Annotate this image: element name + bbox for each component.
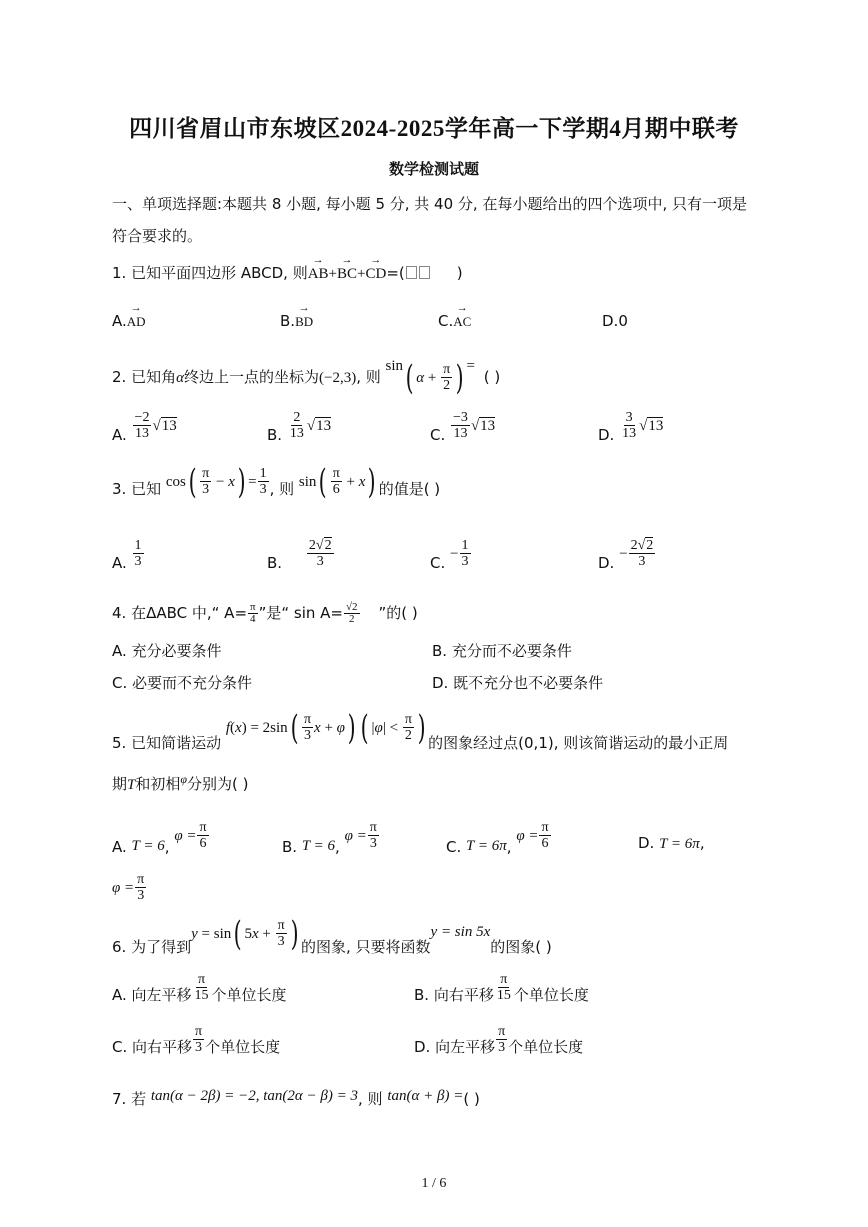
q3-tail: 的值是( ): [378, 480, 441, 498]
question-5: 5. 已知简谐运动 f(x) = 2sin( $\frac{\pi}{3}$ x + φ) ( |φ| < $\frac{\pi}{2}$ ) 的图象经过点(0,1), 则该简谐运动的最小正周: [112, 707, 729, 752]
q6-option-c[interactable]: C. 向右平移 $\frac{\pi}{3}$ 个单位长度: [112, 1024, 281, 1056]
q3-option-a[interactable]: A. $\frac{1}{3}$: [112, 538, 142, 572]
q2-paren: ( ): [483, 368, 501, 386]
question-3: 3. 已知 cos( $\frac{\pi}{3}$ − x) = $\frac{1}{3}$ , 则 sin( $\frac{\pi}{6}$ + x) 的值是( ): [112, 461, 441, 502]
q7-condition: tan(α − 2β) = −2, tan(2α − β) = 3: [150, 1088, 358, 1104]
q4-option-b[interactable]: B. 充分而不必要条件: [432, 642, 572, 660]
question-5-line2: 期T和初相$^\varphi$分别为( ): [112, 772, 249, 793]
q2-stem2: 终边上一点的坐标为: [183, 368, 319, 386]
page-number: 1 / 6: [421, 1176, 447, 1191]
q4-option-a[interactable]: A. 充分必要条件: [112, 642, 222, 660]
question-2: 2. 已知角α终边上一点的坐标为(−2,3), 则 sin( α + $\frac{\pi}{2}$ ) = ( ): [112, 357, 501, 398]
q6-option-a[interactable]: A. 向左平移 $\frac{\pi}{15}$ 个单位长度: [112, 972, 287, 1004]
q2-option-a[interactable]: A. $\frac{-2}{13}$ √13: [112, 410, 177, 444]
page-subtitle: 数学检测试题: [388, 160, 479, 178]
q2-option-c[interactable]: C. $\frac{-3}{13}$ √13: [430, 410, 496, 444]
question-7: 7. 若 tan(α − 2β) = −2, tan(2α − β) = 3, 则 tan(α + β) =( ): [112, 1088, 480, 1108]
question-6: 6. 为了得到y = sin( 5x + $\frac{\pi}{3}$ ) 的图象, 只要将函数y = sin 5x的图象( ): [112, 913, 552, 956]
q6-option-d[interactable]: D. 向左平移 $\frac{\pi}{3}$ 个单位长度: [414, 1024, 584, 1056]
vector-ac: → AC: [453, 314, 471, 330]
question-1: 1. 已知平面四边形 ABCD, 则→ AB+→ BC+→ CD=( ): [112, 262, 463, 283]
q2-option-b[interactable]: B. $\frac{2}{13}$ √13: [267, 410, 332, 444]
q1-option-d[interactable]: D.0: [602, 312, 628, 330]
q3-option-c[interactable]: C. − $\frac{1}{3}$: [430, 538, 469, 572]
q5-option-c[interactable]: C. T = 6π, φ = $\frac{\pi}{6}$: [446, 820, 549, 856]
q4-tail: ”的( ): [378, 604, 418, 622]
page-title: 四川省眉山市东坡区2024-2025学年高一下学期4月期中联考: [129, 116, 739, 141]
q7-stem: 7. 若: [112, 1090, 147, 1108]
placeholder-box: [419, 266, 430, 279]
q6-tail: 的图象( ): [490, 938, 552, 956]
q1-tail: =(: [386, 264, 405, 282]
q1-stem: 1. 已知平面四边形 ABCD, 则: [112, 264, 308, 282]
placeholder-box: [406, 266, 417, 279]
q2-stem: 2. 已知角: [112, 368, 177, 386]
q4-option-d[interactable]: D. 既不充分也不必要条件: [432, 674, 604, 692]
q3-stem: 3. 已知: [112, 480, 162, 498]
vector-bd: → BD: [295, 314, 313, 330]
vector-bc: → BC: [337, 266, 357, 283]
q2-option-d[interactable]: D. $\frac{3}{13}$ √13: [598, 410, 664, 444]
vector-ab: → AB: [308, 266, 329, 283]
q5-tail: 的图象经过点(0,1), 则该简谐运动的最小正周: [428, 734, 729, 752]
q3-option-b[interactable]: B. $\frac{2√2}{3}$: [267, 538, 332, 572]
q5-option-d[interactable]: D. T = 6π,: [638, 834, 705, 852]
q3-option-d[interactable]: D. − $\frac{2√2}{3}$: [598, 538, 654, 572]
q1-option-c[interactable]: C.→ AC: [438, 312, 471, 330]
q5-option-a[interactable]: A. T = 6, φ = $\frac{\pi}{6}$: [112, 820, 207, 856]
q4-option-c[interactable]: C. 必要而不充分条件: [112, 674, 253, 692]
q4-stem: 4. 在ΔABC 中,“ A=: [112, 604, 248, 622]
vector-cd: → CD: [366, 266, 387, 283]
q6-func: y = sin 5x: [430, 924, 491, 940]
q5-option-d-phase: φ = $\frac{\pi}{3}$: [112, 872, 145, 903]
q6-stem: 6. 为了得到: [112, 938, 192, 956]
q5-option-b[interactable]: B. T = 6, φ = $\frac{\pi}{3}$: [282, 820, 377, 856]
section-instructions: 一、单项选择题:本题共 8 小题, 每小题 5 分, 共 40 分, 在每小题给出的四个选项中, 只有一项是符合要求的。: [112, 195, 747, 245]
q1-option-a[interactable]: A.→ AD: [112, 312, 146, 330]
q1-option-b[interactable]: B.→ BD: [280, 312, 313, 330]
q7-expression: tan(α + β) =: [387, 1088, 464, 1104]
q7-paren: ( ): [463, 1090, 480, 1108]
vector-ad: → AD: [127, 314, 146, 330]
q6-mid: 的图象, 只要将函数: [300, 938, 431, 956]
q2-point: (−2,3): [318, 370, 357, 386]
question-4: 4. 在ΔABC 中,“ A= $\frac{\pi}{4}$ ”是“ sin A= $\frac{√2}{2}$ ”的( ): [112, 601, 418, 625]
q6-option-b[interactable]: B. 向右平移 $\frac{\pi}{15}$ 个单位长度: [414, 972, 589, 1004]
q4-mid: ”是“ sin A=: [258, 604, 343, 622]
q5-stem: 5. 已知简谐运动: [112, 734, 222, 752]
